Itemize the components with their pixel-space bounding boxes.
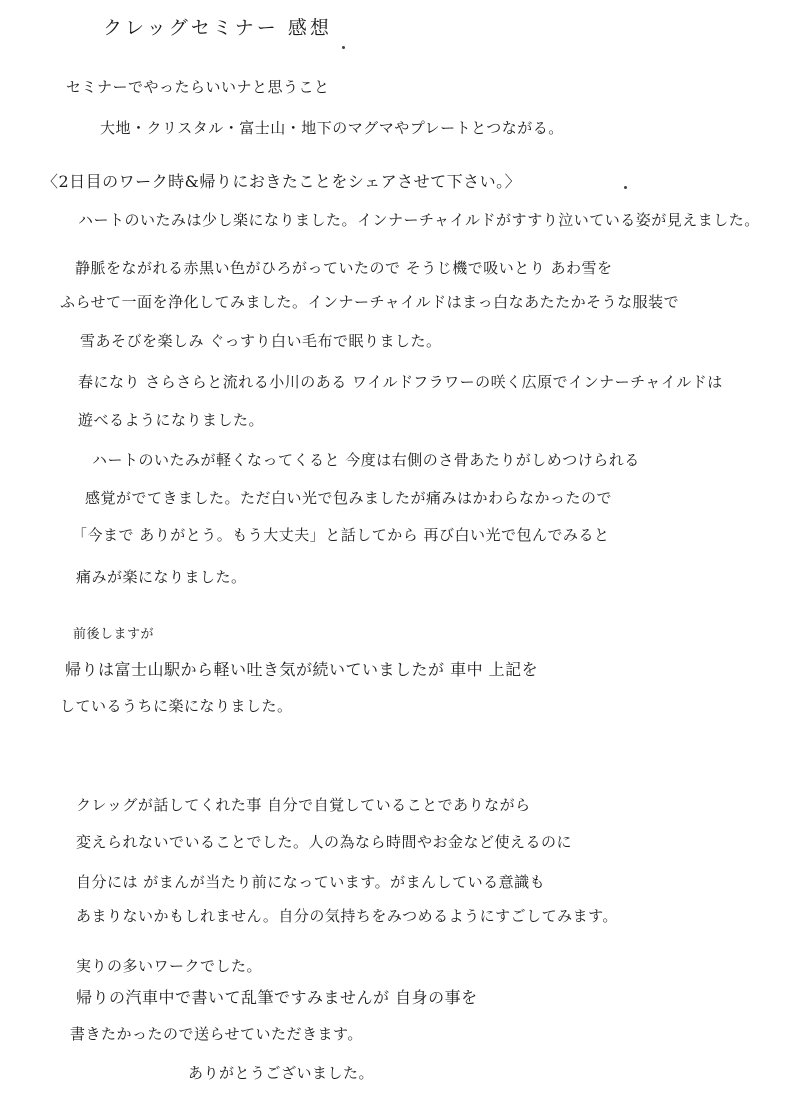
text-line: あまりないかもしれません。自分の気持ちをみつめるようにすごしてみます。 (76, 907, 618, 925)
text-line: 静脈をながれる赤黒い色がひろがっていたので そうじ機で吸いとり あわ雪を (75, 259, 613, 277)
text-line: 〈2日目のワーク時&帰りにおきたことをシェアさせて下さい。〉 (42, 172, 522, 191)
page-title: クレッグセミナー 感想 (103, 17, 332, 39)
stray-dot (624, 186, 627, 189)
text-line: 変えられないでいることでした。人の為なら時間やお金など使えるのに (76, 833, 573, 851)
text-line: ハートのいたみは少し楽になりました。インナーチャイルドがすすり泣いている姿が見えました。 (78, 211, 760, 229)
text-line: 遊べるようになりました。 (78, 411, 265, 429)
text-line: ハートのいたみが軽くなってくると 今度は右側のさ骨あたりがしめつけられる (92, 451, 640, 469)
text-line: 前後しますが (73, 627, 155, 642)
text-line: ありがとうございました。 (188, 1064, 375, 1082)
text-line: ふらせて一面を浄化してみました。インナーチャイルドはまっ白なあたたかそうな服装で (60, 293, 680, 311)
text-line: 感覚がでてきました。ただ白い光で包みましたが痛みはかわらなかったので (85, 489, 613, 507)
text-line: 帰りは富士山駅から軽い吐き気が続いていましたが 車中 上記を (65, 660, 539, 679)
text-line: しているうちに楽になりました。 (60, 697, 293, 715)
text-line: セミナーでやったらいいナと思うこと (66, 78, 330, 96)
text-line: 春になり さらさらと流れる小川のある ワイルドフラワーの咲く広原でインナーチャイルドは (78, 373, 723, 391)
text-line: 書きたかったので送らせていただきます。 (70, 1025, 363, 1043)
stray-dot (342, 46, 345, 49)
text-line: 大地・クリスタル・富士山・地下のマグマやプレートとつながる。 (100, 119, 564, 137)
text-line: 自分には がまんが当たり前になっています。がまんしている意識も (76, 873, 546, 891)
text-line: 雪あそびを楽しみ ぐっすり白い毛布で眠りました。 (80, 332, 442, 350)
text-line: 痛みが楽になりました。 (76, 568, 247, 586)
text-line: 「今まで ありがとう。もう大丈夫」と話してから 再び白い光で包んでみると (72, 526, 610, 544)
text-line: 帰りの汽車中で書いて乱筆ですみませんが 自身の事を (76, 988, 478, 1007)
text-line: クレッグが話してくれた事 自分で自覚していることでありながら (76, 796, 531, 814)
text-line: 実りの多いワークでした。 (76, 957, 263, 975)
